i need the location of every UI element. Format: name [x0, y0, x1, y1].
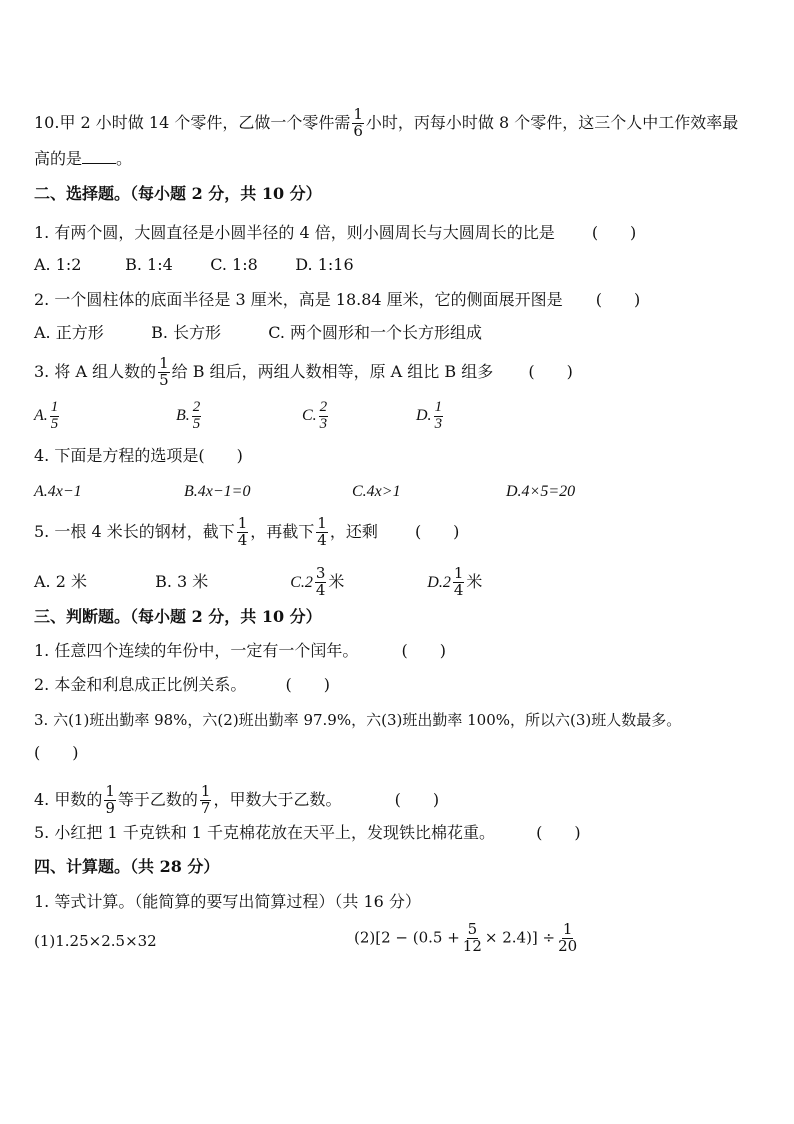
- sec2-q1-options: [34, 257, 354, 273]
- sec3-q4-text-2: 等于乙数的: [117, 789, 198, 809]
- option-b[interactable]: B. $\frac{2}{5}$: [176, 399, 201, 432]
- sec3-q3-text: 3. 六(1)班出勤率 98%，六(2)班出勤率 97.9%，六(3)班出勤率 100%，所以六(3)班人数最多。: [34, 711, 682, 729]
- option-c[interactable]: C.2 $\frac{3}{4}$ 米: [290, 564, 345, 599]
- sec2-q2: [34, 292, 640, 308]
- sec2-q3-text: 3. 将 A 组人数的: [34, 361, 157, 381]
- sec3-q3-paren-line: [34, 745, 79, 761]
- fraction: $\frac{1}{20}$: [558, 920, 578, 955]
- sec2-q3: [34, 356, 573, 389]
- sec2-q4-text: 4. 下面是方程的选项是( ): [34, 446, 243, 465]
- sec4-q1-text: 1. 等式计算。（能简算的要写出简算过程）（共 16 分）: [34, 892, 421, 911]
- sec3-q2: [34, 677, 330, 693]
- answer-blank[interactable]: [82, 151, 116, 164]
- question-10-line2: 高的是 。: [34, 149, 133, 168]
- option-c[interactable]: C.4x>1: [352, 483, 401, 500]
- fraction: $\frac{1}{4}$: [237, 514, 248, 549]
- sec2-q3-text-cont: 给 B 组后，两组人数相等，原 A 组比 B 组多: [171, 361, 494, 381]
- option-a[interactable]: A. 正方形: [34, 323, 104, 342]
- section-4-title: 四、计算题。（共 28 分）: [34, 857, 220, 876]
- calc-2: [354, 922, 580, 955]
- answer-paren[interactable]: ( ): [394, 789, 440, 809]
- question-10-text: 10.甲 2 小时做 14 个零件，乙做一个零件需: [34, 112, 351, 132]
- answer-paren[interactable]: ( ): [414, 521, 460, 541]
- answer-paren[interactable]: ( ): [34, 743, 79, 762]
- option-a[interactable]: A. 2 米: [34, 571, 87, 591]
- sec2-q3-options: [34, 400, 445, 433]
- answer-paren[interactable]: ( ): [536, 823, 581, 842]
- question-10-line2-text: 高的是: [34, 149, 83, 168]
- sec3-q5-text: 5. 小红把 1 千克铁和 1 千克棉花放在天平上，发现铁比棉花重。: [34, 823, 496, 842]
- sec2-q2-options: [34, 325, 482, 341]
- option-b[interactable]: B. 3 米: [155, 571, 209, 591]
- fraction: $\frac{1}{9}$: [105, 782, 115, 817]
- answer-paren[interactable]: ( ): [591, 223, 637, 242]
- calc-1: (1)1.25×2.5×32: [34, 932, 157, 950]
- sec3-q1-text: 1. 任意四个连续的年份中，一定有一个闰年。: [34, 641, 359, 660]
- calc-2-text: (2)[2 − (0.5 +: [354, 928, 460, 947]
- option-a[interactable]: A. 1:2: [34, 255, 82, 274]
- sec3-q4: [34, 784, 439, 817]
- sec4-q1: [34, 894, 421, 910]
- option-b[interactable]: B. 长方形: [151, 323, 222, 342]
- fraction: $\frac{1}{4}$: [317, 514, 327, 549]
- option-d[interactable]: D.2 $\frac{1}{4}$ 米: [427, 564, 483, 599]
- sec2-q5-text: 5. 一根 4 米长的钢材，截下: [34, 521, 235, 541]
- fraction: $\frac{1}{6}$: [353, 105, 363, 140]
- option-c[interactable]: C. 两个圆形和一个长方形组成: [268, 323, 483, 342]
- sec2-q5: [34, 516, 459, 549]
- sec2-q5-text-3: ，还剩: [329, 521, 378, 541]
- sec2-q5-options: [34, 566, 482, 599]
- sec3-q2-text: 2. 本金和利息成正比例关系。: [34, 675, 247, 694]
- fraction: $\frac{1}{5}$: [159, 354, 169, 389]
- section-2-title: 二、选择题。（每小题 2 分，共 10 分）: [34, 184, 322, 203]
- option-a[interactable]: A.4x−1: [34, 483, 82, 500]
- question-10-line1: [34, 107, 738, 140]
- sec2-q1: [34, 225, 636, 241]
- question-10-text-cont: 小时，丙每小时做 8 个零件，这三个人中工作效率最: [365, 112, 739, 132]
- sec2-q4: [34, 448, 243, 464]
- sec3-q4-text-3: ，甲数大于乙数。: [213, 789, 342, 809]
- sec3-q3: [34, 713, 681, 728]
- answer-paren[interactable]: ( ): [528, 361, 573, 381]
- sec3-q5: [34, 825, 581, 841]
- option-d[interactable]: D. $\frac{1}{3}$: [416, 399, 443, 432]
- sec2-q4-options: [34, 484, 575, 500]
- option-a[interactable]: A. $\frac{1}{5}$: [34, 399, 59, 432]
- sec2-q1-text: 1. 有两个圆，大圆直径是小圆半径的 4 倍，则小圆周长与大圆周长的比是: [34, 223, 555, 242]
- sec2-q2-text: 2. 一个圆柱体的底面半径是 3 厘米，高是 18.84 厘米，它的侧面展开图是: [34, 290, 563, 309]
- sec3-q1: [34, 643, 446, 659]
- section-3-title: 三、判断题。（每小题 2 分，共 10 分）: [34, 607, 322, 626]
- sec3-q4-text: 4. 甲数的: [34, 789, 103, 809]
- option-d[interactable]: D.4×5=20: [506, 483, 576, 500]
- option-b[interactable]: B.4x−1=0: [184, 483, 251, 500]
- option-d[interactable]: D. 1:16: [295, 255, 354, 274]
- answer-paren[interactable]: ( ): [401, 641, 446, 660]
- fraction: $\frac{5}{12}$: [462, 920, 482, 955]
- answer-paren[interactable]: ( ): [285, 675, 330, 694]
- answer-paren[interactable]: ( ): [595, 290, 641, 309]
- option-c[interactable]: C. 1:8: [210, 255, 258, 274]
- option-c[interactable]: C. $\frac{2}{3}$: [302, 399, 328, 432]
- calc-2-text-2: × 2.4)] ÷: [484, 928, 556, 947]
- sec2-q5-text-2: ，再截下: [250, 521, 315, 541]
- option-b[interactable]: B. 1:4: [125, 255, 173, 274]
- fraction: $\frac{1}{7}$: [200, 782, 211, 817]
